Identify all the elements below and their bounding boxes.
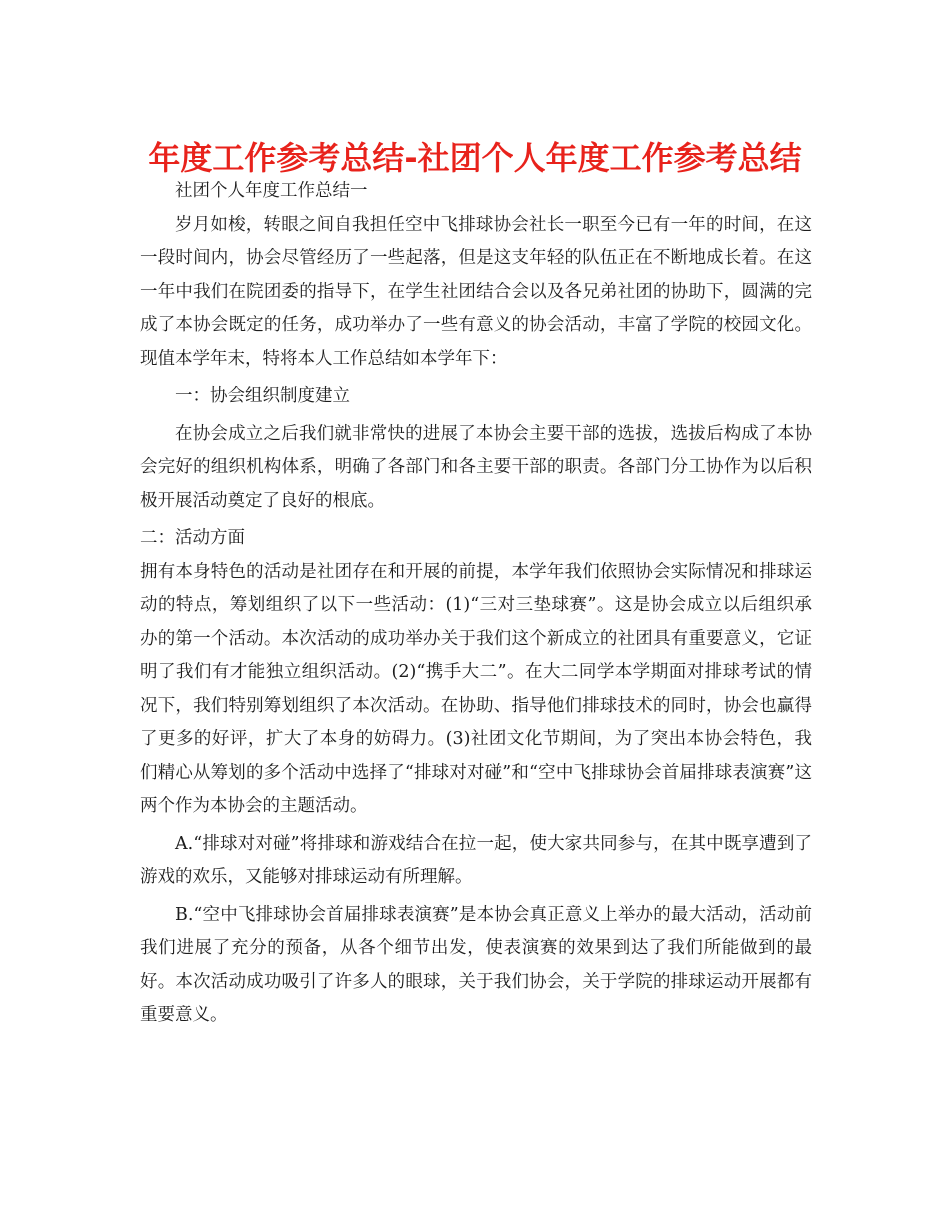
section-heading-activities: 二：活动方面: [140, 528, 245, 548]
paragraph-activity-b: B.“空中飞排球协会首届排球表演赛”是本协会真正意义上举办的最大活动，活动前我们进展了充分的预备，从各个细节出发，使表演赛的效果到达了我们所能做到的最好。本次活动成功吸引了许多人的眼球，关于我们协会，关于学院的排球运动开展都有重要意义。: [140, 904, 812, 1025]
paragraph-activities: 拥有本身特色的活动是社团存在和开展的前提，本学年我们依照协会实际情况和排球运动的特点，筹划组织了以下一些活动：(1)“三对三垫球赛”。这是协会成立以后组织承办的第一个活动。本次活动的成功举办关于我们这个新成立的社团具有重要意义，它证明了我们有才能独立组织活动。(2)“携手大二”。在大二同学本学期面对排球考试的情况下，我们特别筹划组织了本次活动。在协助、指导他们排球技术的同时，协会也赢得了更多的好评，扩大了本身的妨碍力。(3)社团文化节期间，为了突出本协会特色，我们精心从筹划的多个活动中选择了“排球对对碰”和“空中飞排球协会首届排球表演赛”这两个作为本协会的主题活动。: [140, 561, 812, 816]
document-body: [140, 175, 812, 1033]
paragraph-activity-a: A.“排球对对碰”将排球和游戏结合在拉一起，使大家共同参与，在其中既享遭到了游戏的欢乐，又能够对排球运动有所理解。: [140, 833, 812, 887]
section-heading-summary-one: 社团个人年度工作总结一: [175, 181, 368, 201]
paragraph-organization: 在协会成立之后我们就非常快的进展了本协会主要干部的选拔，选拔后构成了本协会完好的组织机构体系，明确了各部门和各主要干部的职责。各部门分工协作为以后积极开展活动奠定了良好的根底。: [140, 423, 812, 511]
section-heading-organization: 一：协会组织制度建立: [175, 386, 350, 406]
paragraph-intro: 岁月如梭，转眼之间自我担任空中飞排球协会社长一职至今已有一年的时间，在这一段时间内，协会尽管经历了一些起落，但是这支年轻的队伍正在不断地成长着。在这一年中我们在院团委的指导下，在学生社团结合会以及各兄弟社团的协助下，圆满的完成了本协会既定的任务，成功举办了一些有意义的协会活动，丰富了学院的校园文化。现值本学年末，特将本人工作总结如本学年下：: [140, 214, 812, 369]
document-title: 年度工作参考总结-社团个人年度工作参考总结: [148, 139, 802, 177]
